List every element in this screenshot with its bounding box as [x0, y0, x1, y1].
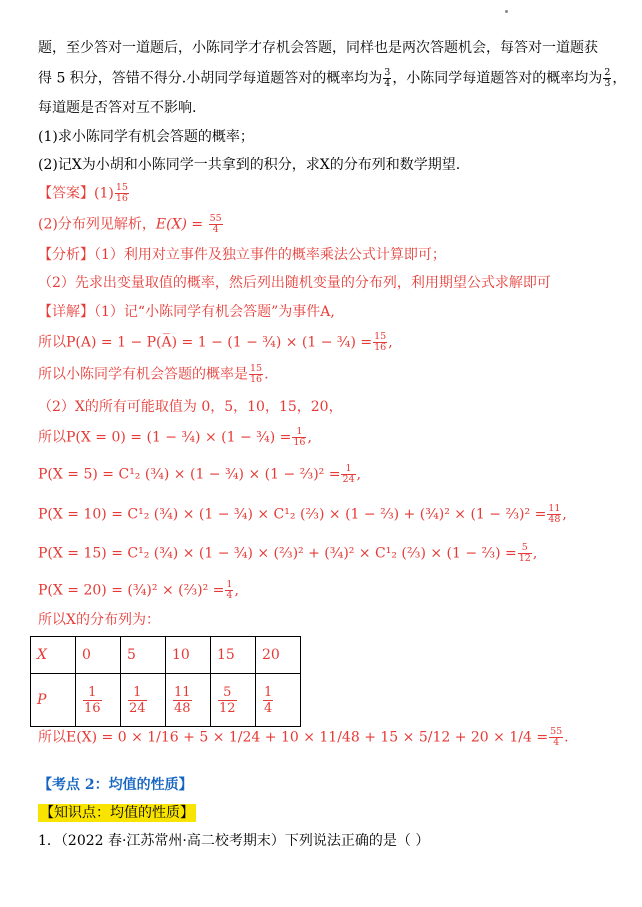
table-header-x: X: [31, 637, 76, 674]
table-row-p: [31, 674, 301, 727]
table-header-p: P: [31, 674, 76, 727]
table-cell-x: 15: [211, 637, 256, 674]
equation-px5: P(X = 5) = C¹₂ (¾) × (1 − ¾) × (1 − ⅔)² = $\frac{1}{24}$ ,: [38, 463, 362, 485]
knowledge-point: 【知识点：均值的性质】: [40, 805, 194, 821]
table-cell-x: 20: [256, 637, 301, 674]
table-cell-x: 5: [121, 637, 166, 674]
table-cell-p: $\frac{1}{24}$: [121, 674, 166, 727]
equation-px15: P(X = 15) = C¹₂ (¾) × (1 − ¾) × (⅔)² + (¾)² × C¹₂ (⅔) × (1 − ⅔) = $\frac{5}{12}$ ,: [38, 542, 538, 564]
equation-px10: P(X = 10) = C¹₂ (¾) × (1 − ¾) × C¹₂ (⅔) × (1 − ⅔) + (¾)² × (1 − ⅔)² = $\frac{11}{48}$ ,: [38, 503, 567, 525]
analysis-line-2: （2）先求出变量取值的概率，然后列出随机变量的分布列，利用期望公式求解即可: [38, 275, 551, 291]
fraction-hu: $\frac{3}{4}$: [384, 67, 391, 89]
analysis-line-1: 【分析】（1）利用对立事件及独立事件的概率乘法公式计算即可；: [38, 247, 446, 263]
distribution-table: [30, 636, 301, 727]
conclusion-1: 所以小陈同学有机会答题的概率是 $\frac{15}{16}$ .: [38, 363, 269, 385]
table-cell-x: 0: [76, 637, 121, 674]
question-2: (2)记X为小胡和小陈同学一共拿到的积分，求X的分布列和数学期望.: [38, 157, 461, 173]
table-cell-p: $\frac{11}{48}$: [166, 674, 211, 727]
table-cell-p: $\frac{1}{16}$: [76, 674, 121, 727]
section-heading: 【考点 2：均值的性质】: [38, 777, 193, 793]
answer-line-1: 【答案】(1) $\frac{15}{16}$: [38, 182, 128, 204]
equation-pa: 所以P(A) = 1 − P(A̅) = 1 − (1 − ¾) × (1 − ¾) = $\frac{15}{16}$ ,: [38, 331, 393, 353]
expectation-line: 所以E(X) = 0 × 1/16 + 5 × 1/24 + 10 × 11/48 + 15 × 5/12 + 20 × 1/4 = $\frac{55}{4}$ .: [38, 726, 569, 748]
table-cell-p: $\frac{5}{12}$: [211, 674, 256, 727]
table-cell-x: 10: [166, 637, 211, 674]
problem-line-2: 得 5 积分，答错不得分.小胡同学每道题答对的概率均为 $\frac{3}{4}$ ，小陈同学每道题答对的概率均为 $\frac{2}{3}$ ，: [38, 67, 627, 89]
problem-line-1: 题，至少答对一道题后，小陈同学才存机会答题，同样也是两次答题机会，每答对一道题获: [38, 40, 598, 56]
detail-line-1: 【详解】（1）记“小陈同学有机会答题”为事件A,: [38, 304, 335, 320]
equation-px0: 所以P(X = 0) = (1 − ¾) × (1 − ¾) = $\frac{1}{16}$ ,: [38, 426, 312, 448]
table-row-x: [31, 637, 301, 674]
equation-px20: P(X = 20) = (¾)² × (⅔)² = $\frac{1}{4}$ ,: [38, 579, 239, 601]
page-marker-dot: [505, 10, 508, 13]
question-1: (1)求小陈同学有机会答题的概率；: [38, 129, 254, 145]
detail-line-2: （2）X的所有可能取值为 0，5，10，15，20，: [38, 399, 343, 415]
problem-line-3: 每道题是否答对互不影响.: [38, 100, 197, 116]
table-intro: 所以X的分布列为：: [38, 612, 160, 628]
fraction-chen: $\frac{2}{3}$: [604, 67, 611, 89]
table-cell-p: $\frac{1}{4}$: [256, 674, 301, 727]
answer-line-2: (2)分布列见解析，E(X) = $\frac{55}{4}$: [38, 213, 222, 235]
next-question: 1．（2022 春·江苏常州·高二校考期末）下列说法正确的是（ ）: [38, 833, 430, 849]
